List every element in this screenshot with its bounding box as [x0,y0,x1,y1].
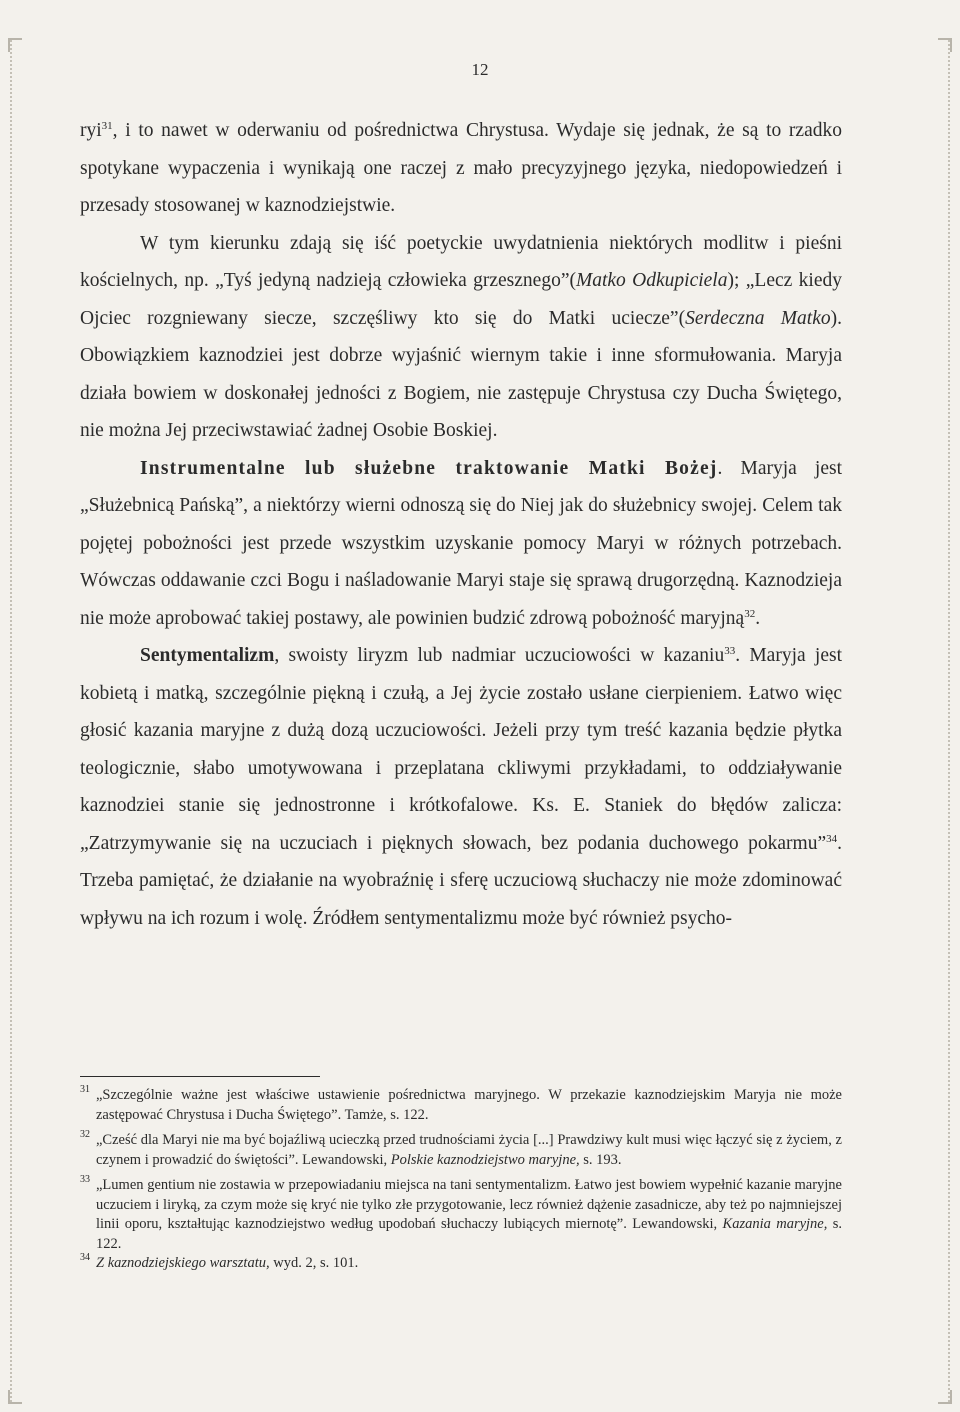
paragraph-4: Sentymentalizm, swoisty liryzm lub nadmiar uczuciowości w kazaniu$^{33}$. Maryja jest kobietą i matką, szczególnie piękną i czułą, a Jej życie zostało usłane cierpieniem. Łatwo więc głosić kazania maryjne z dużą dozą uczuciowości. Jeżeli przy tym treść kazania będzie płytka teologicznie, słabo umotywowana i przeplatana ckliwymi przykładami, to oddziaływanie kaznodziei stanie się jednostronne i krótkofalowe. Ks. E. Staniek do błędów zalicza: „Zatrzymywanie się na uczuciach i pięknych słowach, bez podania duchowego pokarmu”$^{34}$. Trzeba pamiętać, że działanie na wyobraźnię i sferę uczuciową słuchaczy nie może zdominować wpływu na ich rozum i wolę. Źródłem sentymentalizmu może być również psycho- [80,645,842,929]
section-heading: Sentymentalizm [140,645,275,666]
section-heading: Instrumentalne lub służebne traktowanie Matki Bożej [140,457,718,479]
body-text [80,112,842,937]
corner-mark-icon [8,38,22,52]
footnote-ref[interactable]: 34 [826,832,838,845]
footnote-31: 31 „Szczególnie ważne jest właściwe ustawienie pośrednictwa maryjnego. W przekazie kaznodziejskim Maryja nie może zastępować Chrystusa i Ducha Świętego”. Tamże, s. 122. [80,1084,842,1123]
page-number: 12 [471,60,489,79]
footnote-33: 33 „Lumen gentium nie zostawia w przepowiadaniu miejsca na tani sentymentalizm. Łatwo jest bowiem wypełnić kazanie maryjne uczuciem i liryką, za czym może się kryć nie tylko złe przygotowanie, lecz również dążenie zasadnicze, aby też po najmniejszej linii oporu, kształtując kaznodziejstwo według upodobań słuchaczy lubiących miernotę”. Lewandowski, Kazania maryjne, s. 122. [80,1174,842,1252]
corner-mark-icon [938,1390,952,1404]
footnote-32: 32 „Cześć dla Maryi nie ma być bojaźliwą ucieczką przed trudnościami życia [...] Prawdziwy kult musi więc łączyć się z życiem, z czynem i prowadzić do świętości”. Lewandowski, Polskie kaznodziejstwo maryjne, s. 193. [80,1129,842,1168]
footnotes [80,1086,842,1274]
footnote-ref[interactable]: 31 [101,120,113,132]
corner-mark-icon [8,1390,22,1404]
footnote-separator [80,1076,320,1077]
paragraph-2: W tym kierunku zdają się iść poetyckie uwydatnienia niektórych modlitw i pieśni kościelnych, np. „Tyś jedyną nadzieją człowieka grzesznego”(Matko Odkupiciela); „Lecz kiedy Ojciec rozgniewany siecze, szczęśliwy kto się do Matki ucieczе”(Serdeczna Matko). Obowiązkiem kaznodziei jest dobrze wyjaśnić wiernym takie i inne sformułowania. Maryja działa bowiem w doskonałej jedności z Bogiem, nie zastępuje Chrystusa czy Ducha Świętego, nie można Jej przeciwstawiać żadnej Osobie Boskiej. [80,232,842,441]
footnote-34: 34 Z kaznodziejskiego warsztatu, wyd. 2, s. 101. [80,1252,359,1271]
corner-mark-icon [938,38,952,52]
footnote-ref[interactable]: 33 [724,645,736,657]
paragraph-3: Instrumentalne lub służebne traktowanie Matki Bożej. Maryja jest „Służebnicą Pańską”, a niektórzy wierni odnoszą się do Niej jak do służebnicy swojej. Celem tak pojętej pobożności jest przede wszystkim uzyskanie pomocy Maryi w różnych potrzebach. Wówczas oddawanie czci Bogu i naśladowanie Maryi staje się sprawą drugorzędną. Kaznodzieja nie może aprobować takiej postawy, ale powinien budzić zdrową pobożność maryjną$^{32}$. [80,457,843,629]
paragraph-1: ryi$^{31}$, i to nawet w oderwaniu od pośrednictwa Chrystusa. Wydaje się jednak, że są to rzadko spotykane wypaczenia i wynikają one raczej z mało precyzyjnego języka, niedopowiedzeń i przesady stosowanej w kaznodziejstwie. [80,120,842,216]
footnote-ref[interactable]: 32 [744,607,756,620]
